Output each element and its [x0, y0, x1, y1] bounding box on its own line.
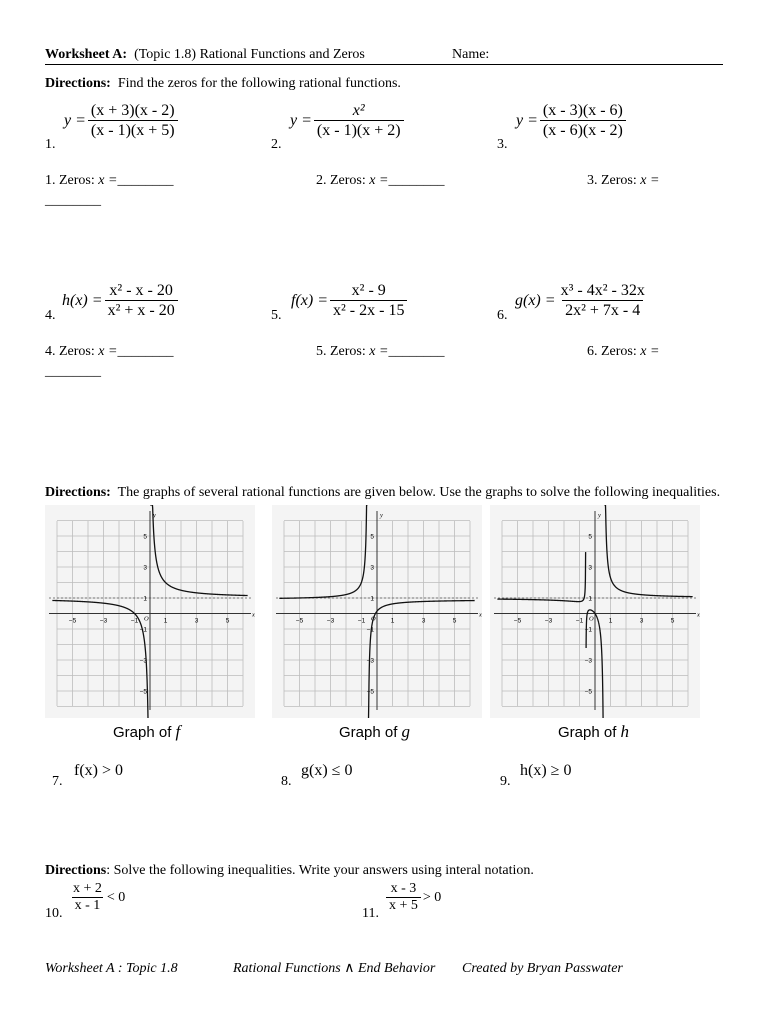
- y-tick-label: 1: [143, 595, 147, 603]
- answer-blank[interactable]: ________: [45, 364, 101, 379]
- x-tick-label: 1: [163, 617, 168, 625]
- y-tick-label: −1: [584, 626, 592, 634]
- directions-3: [45, 863, 534, 879]
- y-tick-label: −5: [366, 688, 374, 696]
- graph-h-caption: [558, 722, 629, 742]
- denominator: x + 5: [386, 897, 421, 914]
- numerator: (x + 3)(x - 2): [90, 102, 175, 119]
- zeros-eq: x =: [98, 173, 118, 188]
- inequality-7: f(x) > 0: [74, 762, 124, 779]
- graph-g-caption: [339, 722, 410, 742]
- denominator: x² - 2x - 15: [330, 300, 407, 320]
- numerator: x² - 9: [351, 282, 386, 299]
- y-tick-label: −3: [366, 657, 374, 665]
- x-tick-label: −1: [575, 617, 584, 625]
- x-tick-label: −3: [544, 617, 553, 625]
- fraction: [88, 101, 178, 140]
- fraction: [540, 101, 626, 140]
- answer-blank[interactable]: ________: [388, 173, 445, 188]
- equation-lhs: y =: [64, 111, 86, 129]
- fraction: [70, 881, 105, 914]
- denominator: 2x² + 7x - 4: [562, 300, 643, 320]
- directions-label: Directions: [45, 863, 107, 878]
- y-tick-label: 5: [588, 533, 592, 541]
- function-curve: [150, 505, 247, 596]
- numerator: (x - 3)(x - 6): [542, 102, 623, 119]
- directions-text: : Solve the following inequalities. Write your answers using interal notation.: [106, 863, 534, 878]
- x-tick-label: 1: [390, 617, 395, 625]
- x-tick-label: −5: [513, 617, 522, 625]
- x-tick-label: 5: [670, 617, 675, 625]
- relation: < 0: [106, 889, 126, 905]
- x-tick-label: 5: [225, 617, 230, 625]
- answer-blank[interactable]: ________: [117, 344, 174, 359]
- directions-2: [45, 485, 720, 501]
- x-tick-label: 3: [421, 617, 426, 625]
- equation-lhs: h(x) =: [62, 291, 103, 309]
- x-tick-label: −5: [295, 617, 304, 625]
- equation-lhs: y =: [290, 111, 312, 129]
- denominator: (x - 1)(x + 2): [314, 120, 404, 140]
- numerator: x² - x - 20: [109, 282, 173, 299]
- y-tick-label: 3: [370, 564, 374, 572]
- numerator: x²: [352, 102, 365, 119]
- graph-f-caption: [113, 722, 180, 742]
- caption-fn: g: [401, 722, 411, 741]
- caption-text: Graph of: [113, 724, 172, 741]
- worksheet-topic: (Topic 1.8) Rational Functions and Zeros: [134, 47, 365, 62]
- origin-label: O: [589, 615, 594, 623]
- x-tick-label: 1: [608, 617, 613, 625]
- x-tick-label: 3: [194, 617, 199, 625]
- problem-10-inequality: [70, 881, 125, 914]
- origin-label: O: [371, 615, 376, 623]
- x-tick-label: −3: [99, 617, 108, 625]
- zeros-answer-5: [316, 344, 444, 360]
- zeros-label: 2. Zeros:: [316, 173, 366, 188]
- y-tick-label: −1: [366, 626, 374, 634]
- zeros-answer-3: [587, 173, 659, 189]
- problem-6-equation: [515, 281, 648, 320]
- zeros-label: 3. Zeros:: [587, 173, 637, 188]
- answer-blank[interactable]: ________: [45, 193, 101, 208]
- fraction: [330, 281, 407, 320]
- x-tick-label: 3: [639, 617, 644, 625]
- zeros-label: 1. Zeros:: [45, 173, 95, 188]
- denominator: x - 1: [72, 897, 104, 914]
- x-tick-label: −5: [68, 617, 77, 625]
- problem-1-equation: [64, 101, 178, 140]
- fraction: [558, 281, 648, 320]
- answer-blank[interactable]: ________: [388, 344, 445, 359]
- denominator: (x - 6)(x - 2): [540, 120, 626, 140]
- denominator: (x - 1)(x + 5): [88, 120, 178, 140]
- graph-f: [45, 505, 255, 718]
- problem-5-equation: [291, 281, 407, 320]
- zeros-eq: x =: [369, 173, 389, 188]
- problem-number: 5.: [271, 308, 282, 323]
- y-tick-label: 5: [143, 533, 147, 541]
- x-tick-label: −3: [326, 617, 335, 625]
- inequality-8: g(x) ≤ 0: [301, 762, 353, 779]
- problem-number: 2.: [271, 137, 282, 152]
- directions-text: Find the zeros for the following rational functions.: [117, 76, 401, 91]
- name-label: Name:: [452, 47, 490, 62]
- caption-fn: h: [620, 722, 630, 741]
- x-tick-label: 5: [452, 617, 457, 625]
- directions-text: The graphs of several rational functions are given below. Use the graphs to solve the following inequalities.: [117, 485, 721, 500]
- y-tick-label: 1: [588, 595, 592, 603]
- equation-lhs: g(x) =: [515, 291, 556, 309]
- problem-number: 10.: [45, 906, 63, 921]
- y-tick-label: −1: [139, 626, 147, 634]
- y-axis-label: y: [598, 512, 601, 519]
- zeros-eq: x =: [640, 344, 660, 359]
- numerator: x³ - 4x² - 32x: [560, 282, 645, 299]
- caption-text: Graph of: [339, 724, 398, 741]
- y-tick-label: 3: [588, 564, 592, 572]
- problem-number: 8.: [281, 774, 292, 789]
- worksheet-title: [45, 47, 365, 63]
- graph-h: [490, 505, 700, 718]
- zeros-eq: x =: [640, 173, 660, 188]
- numerator: x - 3: [390, 881, 417, 896]
- x-tick-label: −1: [357, 617, 366, 625]
- problem-number: 6.: [497, 308, 508, 323]
- footer-right: Created by Bryan Passwater: [462, 961, 623, 976]
- zeros-eq: x =: [98, 344, 118, 359]
- directions-label: Directions:: [45, 485, 111, 500]
- origin-label: O: [144, 615, 149, 623]
- equation-lhs: f(x) =: [291, 291, 328, 309]
- y-tick-label: 1: [370, 595, 374, 603]
- problem-11-inequality: [386, 881, 441, 914]
- y-tick-label: 5: [370, 533, 374, 541]
- numerator: x + 2: [73, 881, 102, 896]
- problem-3-equation: [516, 101, 626, 140]
- y-tick-label: −3: [139, 657, 147, 665]
- directions-label: Directions:: [45, 76, 111, 91]
- problem-number: 1.: [45, 137, 56, 152]
- zeros-label: 5. Zeros:: [316, 344, 366, 359]
- problem-number: 9.: [500, 774, 511, 789]
- y-axis-label: y: [380, 512, 383, 519]
- footer-middle: Rational Functions ∧ End Behavior: [233, 961, 436, 976]
- inequality-9: h(x) ≥ 0: [520, 762, 572, 779]
- y-tick-label: 3: [143, 564, 147, 572]
- fraction: [386, 881, 421, 914]
- problem-4-equation: [62, 281, 178, 320]
- header-rule: [45, 64, 723, 65]
- denominator: x² + x - 20: [105, 300, 178, 320]
- graph-g: [272, 505, 482, 718]
- y-tick-label: −5: [139, 688, 147, 696]
- footer-left: Worksheet A : Topic 1.8: [45, 961, 178, 976]
- y-axis-label: y: [153, 512, 156, 519]
- x-tick-label: −1: [130, 617, 139, 625]
- directions-1: [45, 76, 401, 92]
- problem-number: 11.: [362, 906, 379, 921]
- problem-number: 4.: [45, 308, 56, 323]
- x-axis-label: x: [479, 611, 482, 619]
- caption-fn: f: [175, 722, 181, 741]
- caption-text: Graph of: [558, 724, 617, 741]
- zeros-answer-4: [45, 344, 173, 360]
- function-curve: [497, 552, 585, 602]
- x-axis-label: x: [697, 611, 700, 619]
- relation: > 0: [422, 889, 442, 905]
- fraction: [314, 101, 404, 140]
- worksheet-label: Worksheet A:: [45, 47, 128, 62]
- problem-number: 3.: [497, 137, 508, 152]
- answer-blank[interactable]: ________: [117, 173, 174, 188]
- zeros-answer-1: [45, 173, 173, 189]
- x-axis-label: x: [252, 611, 255, 619]
- zeros-label: 4. Zeros:: [45, 344, 95, 359]
- zeros-label: 6. Zeros:: [587, 344, 637, 359]
- problem-2-equation: [290, 101, 404, 140]
- y-tick-label: −5: [584, 688, 592, 696]
- y-tick-label: −3: [584, 657, 592, 665]
- problem-number: 7.: [52, 774, 63, 789]
- zeros-eq: x =: [369, 344, 389, 359]
- zeros-answer-6: [587, 344, 659, 360]
- fraction: [105, 281, 178, 320]
- equation-lhs: y =: [516, 111, 538, 129]
- zeros-answer-2: [316, 173, 444, 189]
